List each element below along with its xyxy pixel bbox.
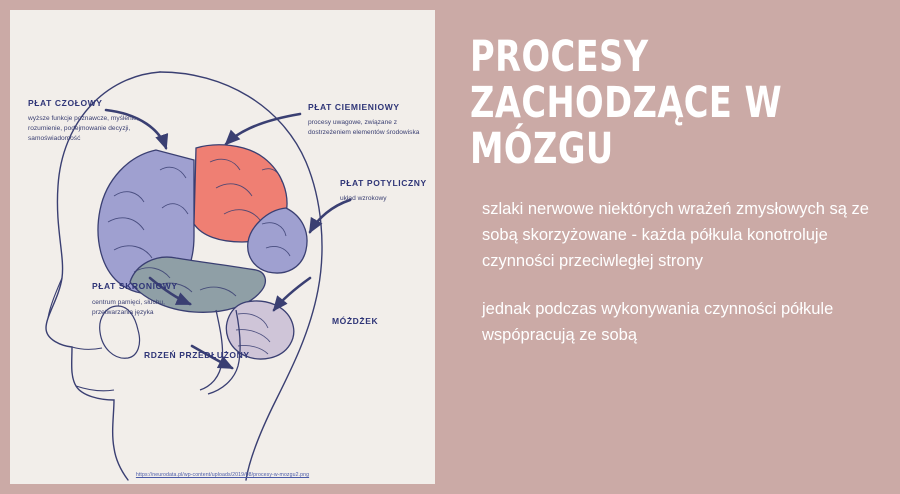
slide-title: PROCESY ZACHODZĄCE W MÓZGU [470, 32, 783, 174]
label-mozdzek: MÓŻDŻEK [332, 316, 379, 326]
slide-body [482, 196, 882, 348]
desc-plat-ciemieniowy: procesy uwagowe, związane z dostrzeżeniem elementów środowiska [308, 119, 420, 137]
brain-figure-panel [10, 10, 435, 484]
brain-diagram-svg [10, 10, 435, 484]
label-plat-skroniowy: PŁAT SKRONIOWY [92, 281, 178, 291]
desc-plat-czolowy: wyższe funkcje poznawcze, myślenie, rozumienie, podejmowanie decyzji, samoświadomość [28, 115, 139, 143]
label-plat-ciemieniowy: PŁAT CIEMIENIOWY [308, 102, 400, 112]
desc-plat-skroniowy: centrum pamięci, słuchu, przetwarzania języka [92, 299, 165, 317]
label-rdzen-przedluzony: RDZEŃ PRZEDŁUŻONY [144, 350, 250, 360]
label-plat-potyliczny: PŁAT POTYLICZNY [340, 178, 427, 188]
brain-figure [10, 10, 435, 484]
body-paragraph-2: jednak podczas wykonywania czynności półkule wspópracują ze sobą [482, 300, 834, 345]
label-plat-czolowy: PŁAT CZOŁOWY [28, 98, 103, 108]
body-paragraph-1: szlaki nerwowe niektórych wrażeń zmysłowych są ze sobą skorzyżowane - każda półkula konotroluje czynności przeciwległej strony [482, 200, 869, 271]
desc-plat-potyliczny: układ wzrokowy [340, 195, 387, 202]
figure-source-link[interactable]: https://neurodata.pl/wp-content/uploads/2019/08/procesy-w-mozgu2.png [135, 472, 310, 478]
